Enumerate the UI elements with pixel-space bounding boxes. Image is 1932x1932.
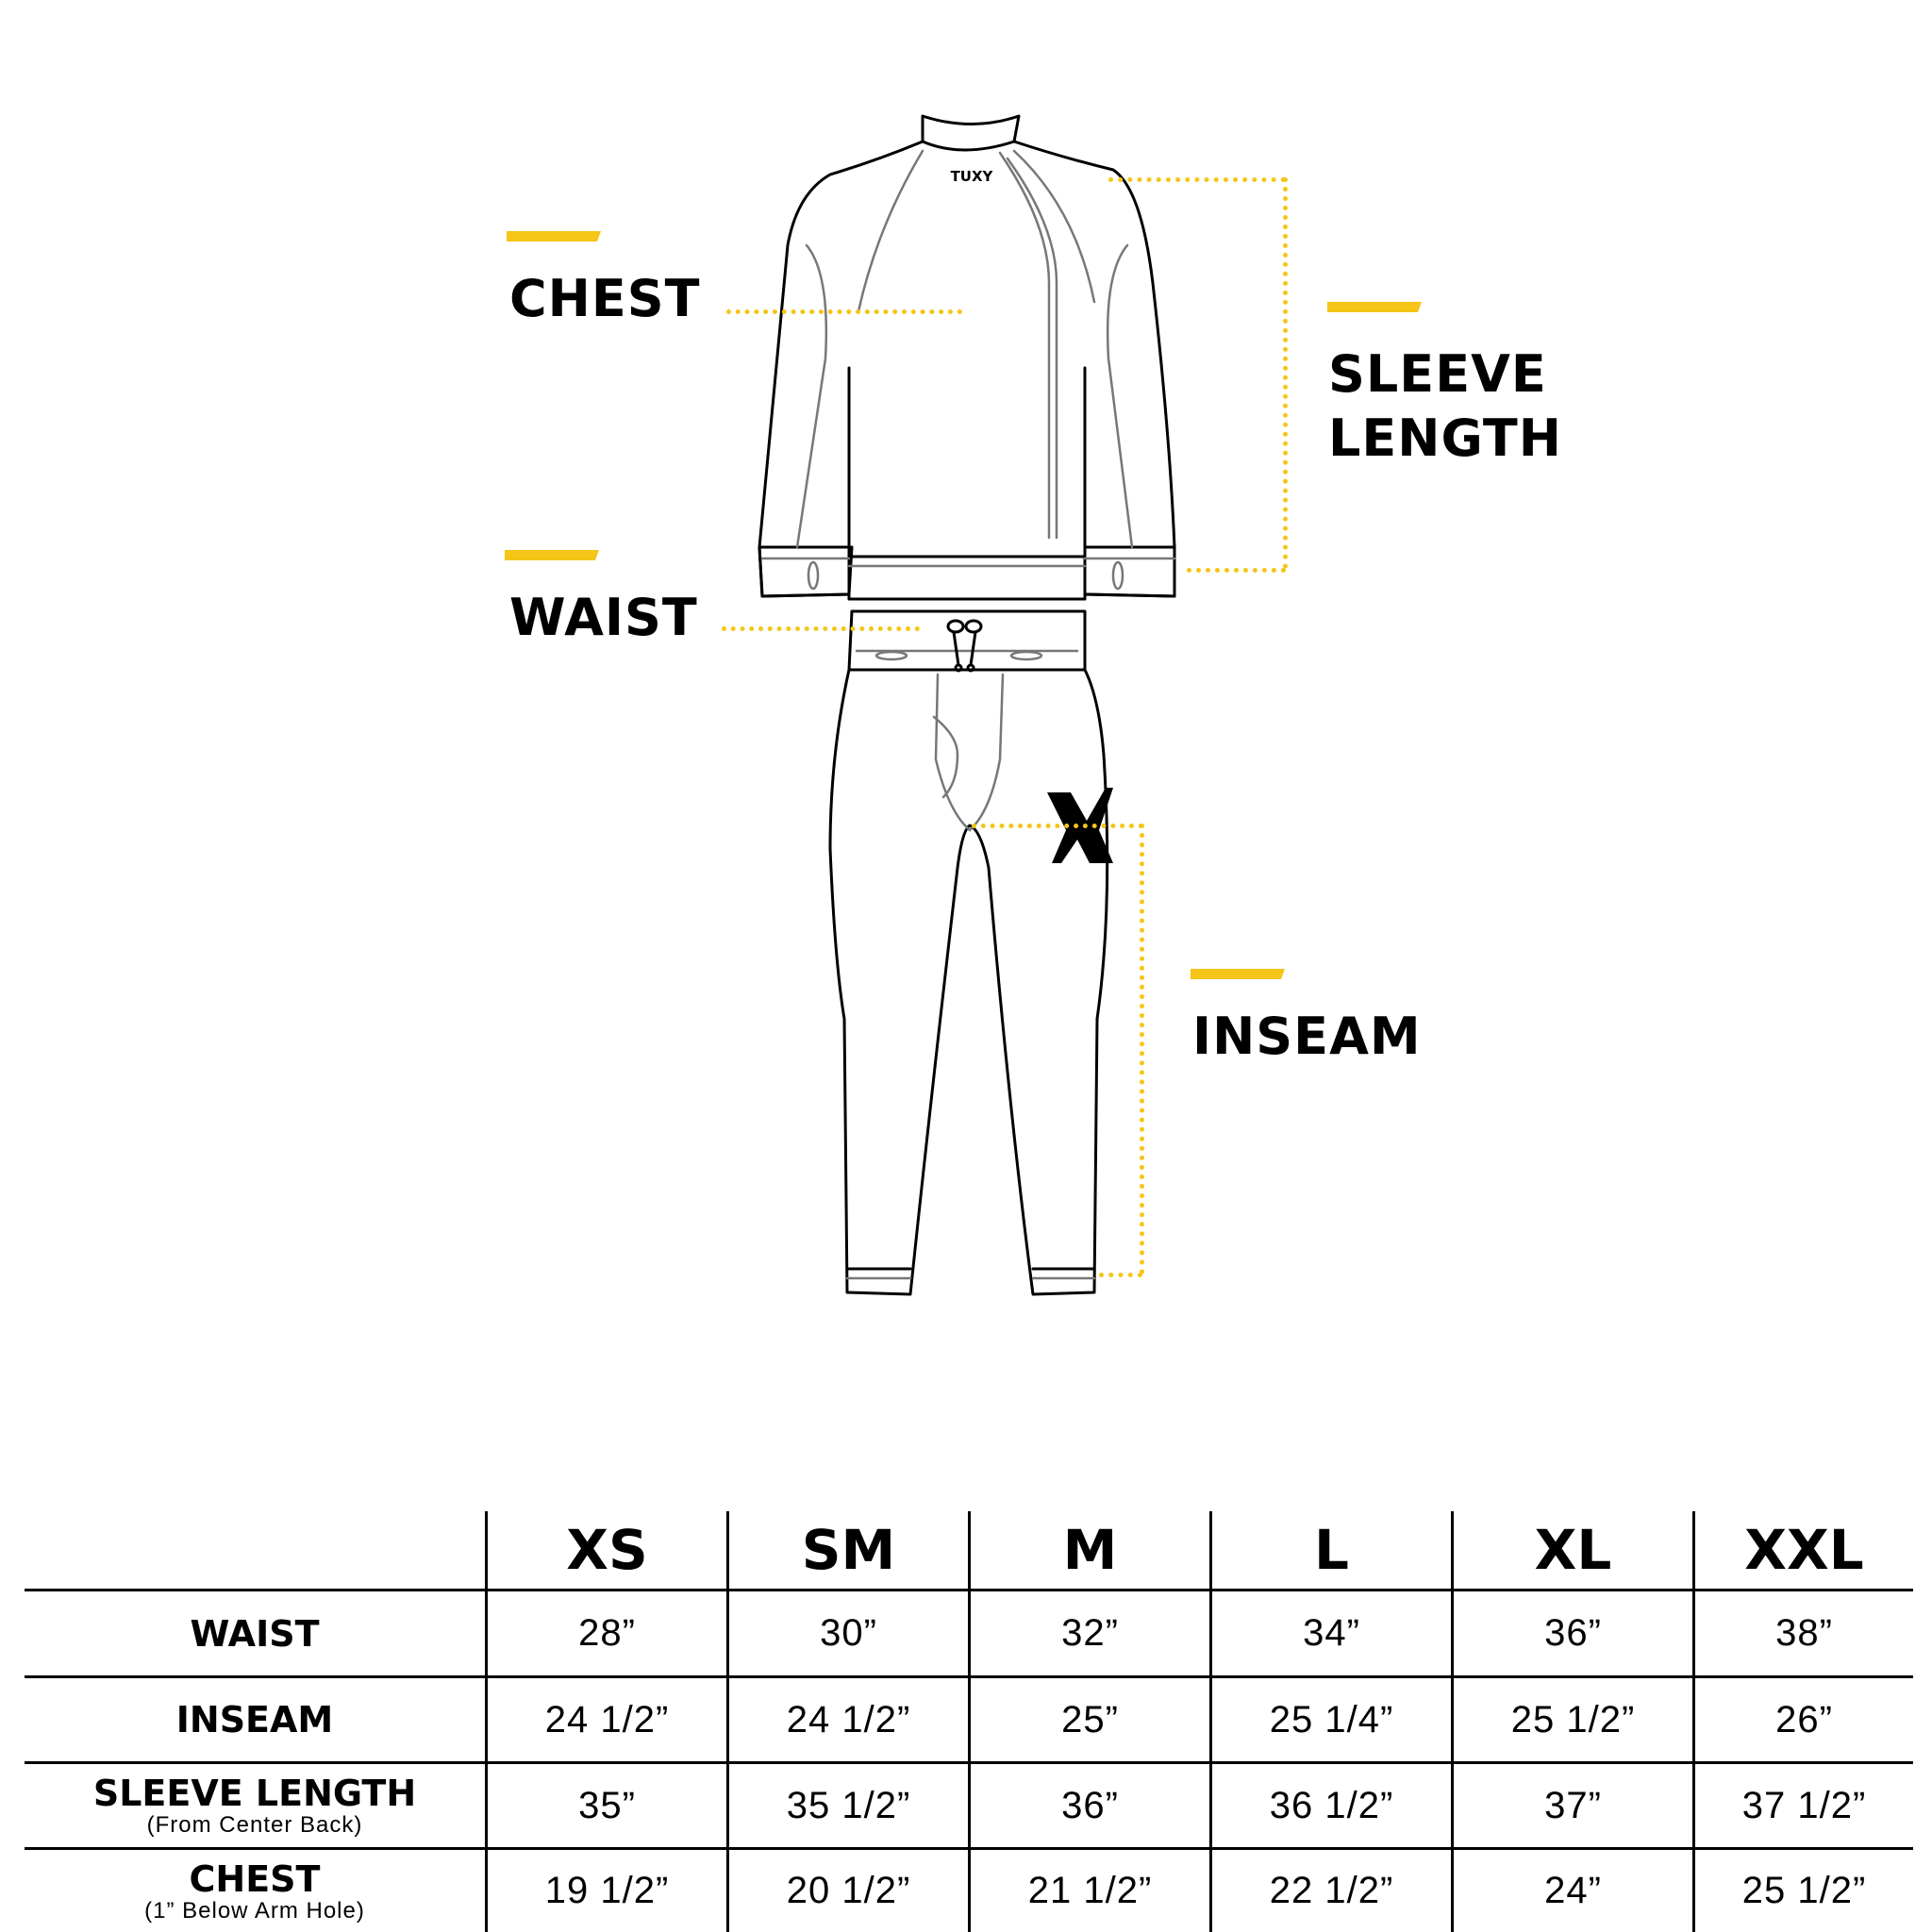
pants-outline [830, 670, 1108, 1294]
jacket-outline [759, 142, 1174, 599]
inseam-guide-vertical [1140, 824, 1144, 1274]
table-cell: 20 1/2” [786, 1870, 911, 1911]
jacket-hem [849, 557, 1085, 599]
chest-guide-line [726, 309, 962, 314]
inseam-label: INSEAM [1192, 1007, 1422, 1066]
inseam-guide-top [972, 824, 1143, 828]
row-subtitle: (1” Below Arm Hole) [144, 1897, 365, 1924]
row-name: WAIST [190, 1612, 320, 1655]
row-label-waist [25, 1591, 485, 1675]
table-cell: 37 1/2” [1741, 1784, 1867, 1826]
table-cell: 30” [820, 1612, 877, 1654]
table-cell: 38” [1775, 1612, 1833, 1654]
left-cuff [759, 547, 852, 596]
right-cuff [1085, 547, 1174, 596]
inseam-accent-bar [1191, 969, 1285, 979]
sleeve-accent-bar [1327, 302, 1422, 312]
sleeve-length-label-line1: SLEEVE [1328, 344, 1547, 404]
table-cell: 21 1/2” [1027, 1870, 1153, 1911]
size-header-m: M [1062, 1518, 1118, 1582]
table-cell: 35 1/2” [786, 1784, 911, 1826]
table-cell: 25 1/2” [1510, 1698, 1636, 1740]
table-cell: 22 1/2” [1269, 1870, 1394, 1911]
row-name: INSEAM [175, 1699, 334, 1740]
chest-label: CHEST [509, 269, 701, 328]
table-cell: 19 1/2” [544, 1870, 670, 1911]
size-chart-table [25, 1511, 1913, 1932]
row-name: SLEEVE LENGTH [92, 1773, 417, 1814]
table-cell: 24 1/2” [544, 1698, 670, 1740]
table-cell: 25 1/4” [1269, 1698, 1394, 1740]
sleeve-guide-vertical [1283, 177, 1288, 569]
waist-accent-bar [505, 550, 599, 560]
table-cell: 36 1/2” [1269, 1784, 1394, 1826]
row-label-sleeve-length [25, 1764, 485, 1847]
row-label-inseam [25, 1678, 485, 1761]
table-cell: 25” [1061, 1698, 1119, 1740]
table-cell: 34” [1303, 1612, 1360, 1654]
size-header-l: L [1314, 1518, 1349, 1582]
waistband [849, 611, 1085, 670]
table-cell: 36” [1544, 1612, 1602, 1654]
row-label-chest [25, 1850, 485, 1932]
row-name: CHEST [189, 1857, 321, 1900]
table-cell: 35” [578, 1784, 636, 1826]
sleeve-length-label-line2: LENGTH [1328, 408, 1562, 468]
size-header-xl: XL [1534, 1518, 1612, 1582]
sleeve-guide-bottom [1187, 568, 1286, 573]
waist-label: WAIST [509, 588, 698, 647]
table-cell: 25 1/2” [1741, 1870, 1867, 1911]
waist-guide-line [722, 626, 920, 631]
size-header-xxl: XXL [1744, 1518, 1864, 1582]
table-cell: 37” [1544, 1784, 1602, 1826]
table-cell: 36” [1061, 1784, 1119, 1826]
inseam-guide-bottom [1099, 1273, 1142, 1277]
row-subtitle: (From Center Back) [146, 1812, 363, 1838]
table-cell: 24” [1544, 1870, 1602, 1911]
table-cell: 28” [578, 1612, 636, 1654]
size-header-sm: SM [801, 1518, 896, 1582]
table-cell: 32” [1061, 1612, 1119, 1654]
collar [923, 116, 1019, 150]
tuxy-logo-text: TUXY [950, 168, 993, 185]
chest-accent-bar [507, 231, 601, 242]
sleeve-guide-top [1108, 177, 1286, 182]
table-cell: 26” [1775, 1698, 1833, 1740]
table-cell: 24 1/2” [786, 1698, 911, 1740]
size-header-xs: XS [566, 1518, 648, 1582]
